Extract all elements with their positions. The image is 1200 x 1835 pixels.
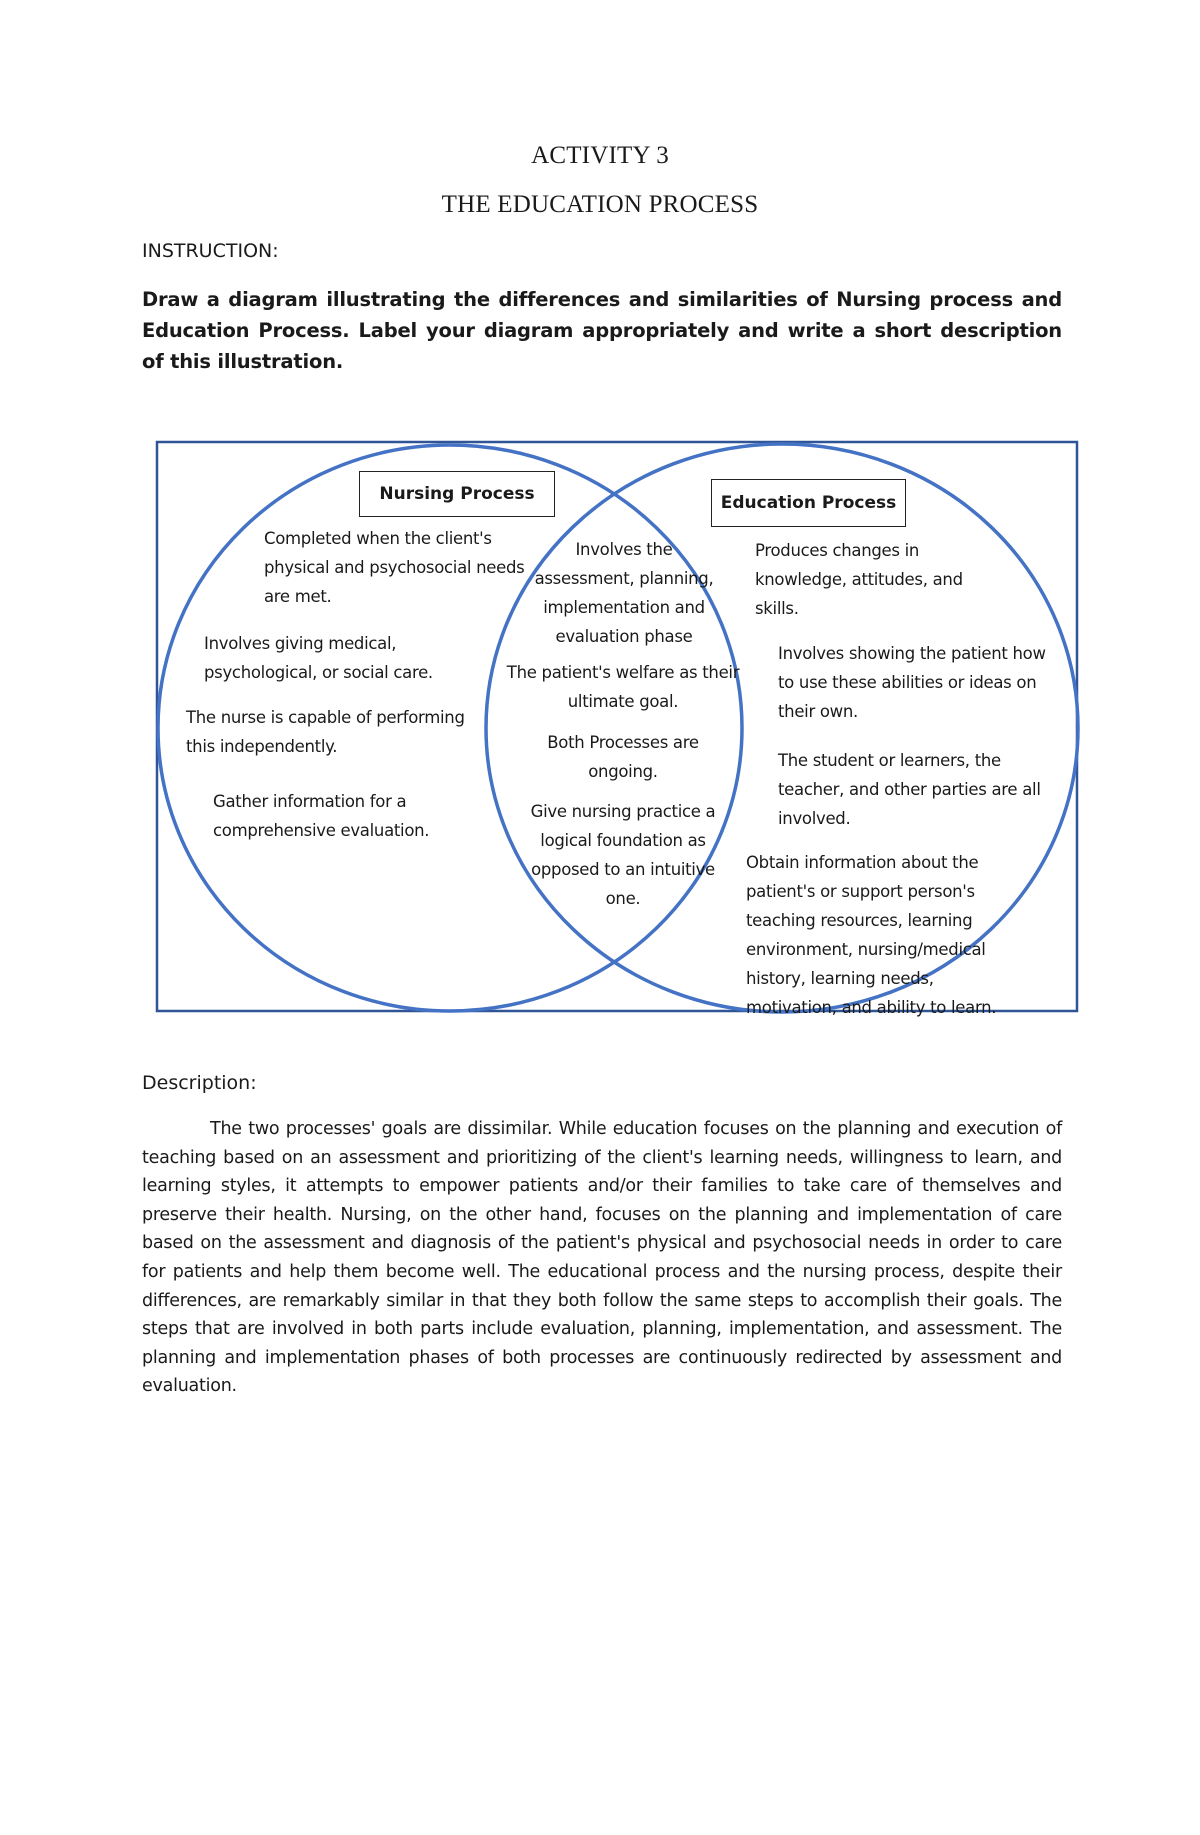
education-item-3: The student or learners, the teacher, and other parties are all involved. bbox=[778, 751, 1041, 828]
nursing-item-1: Completed when the client's physical and psychosocial needs are met. bbox=[264, 529, 525, 606]
nursing-item-3: The nurse is capable of performing this independently. bbox=[186, 708, 465, 756]
page-title: THE EDUCATION PROCESS bbox=[441, 191, 759, 218]
description-label: Description: bbox=[142, 1072, 257, 1094]
both-item-1: Involves the assessment, planning, implementation and evaluation phase bbox=[534, 540, 714, 646]
education-item-4: Obtain information about the patient's or support person's teaching resources, learning environment, nursing/medical history, learning needs, motivation, and ability to learn. bbox=[746, 853, 997, 1017]
both-item-3: Both Processes are ongoing. bbox=[547, 733, 699, 781]
both-item-2: The patient's welfare as their ultimate goal. bbox=[506, 663, 740, 711]
instruction-text: Draw a diagram illustrating the differences and similarities of Nursing process and Education Process. Label your diagram appropriately and write a short description of this illustration. bbox=[142, 288, 1062, 373]
nursing-item-4: Gather information for a comprehensive evaluation. bbox=[213, 792, 430, 840]
instruction-label: INSTRUCTION: bbox=[142, 240, 279, 262]
education-item-2: Involves showing the patient how to use these abilities or ideas on their own. bbox=[778, 644, 1046, 721]
education-item-1: Produces changes in knowledge, attitudes, and skills. bbox=[755, 541, 963, 618]
education-process-title: Education Process bbox=[711, 479, 906, 527]
description-text: The two processes' goals are dissimilar. While education focuses on the planning and execution of teaching based on an assessment and prioritizing of the client's learning needs, willingness to learn, and learning styles, it attempts to empower patients and/or their families to take care of themselves and preserve their health. Nursing, on the other hand, focuses on the planning and implementation of care based on the assessment and diagnosis of the patient's physical and psychosocial needs in order to care for patients and help them become well. The educational process and the nursing process, despite their differences, are remarkably similar in that they both follow the same steps to accomplish their goals. The steps that are involved in both parts include evaluation, planning, implementation, and assessment. The planning and implementation phases of both processes are continuously redirected by assessment and evaluation. bbox=[142, 1119, 1062, 1397]
nursing-item-2: Involves giving medical, psychological, or social care. bbox=[204, 634, 433, 682]
both-item-4: Give nursing practice a logical foundation as opposed to an intuitive one. bbox=[530, 802, 716, 908]
nursing-process-title: Nursing Process bbox=[359, 471, 555, 517]
activity-title: ACTIVITY 3 bbox=[531, 142, 669, 169]
